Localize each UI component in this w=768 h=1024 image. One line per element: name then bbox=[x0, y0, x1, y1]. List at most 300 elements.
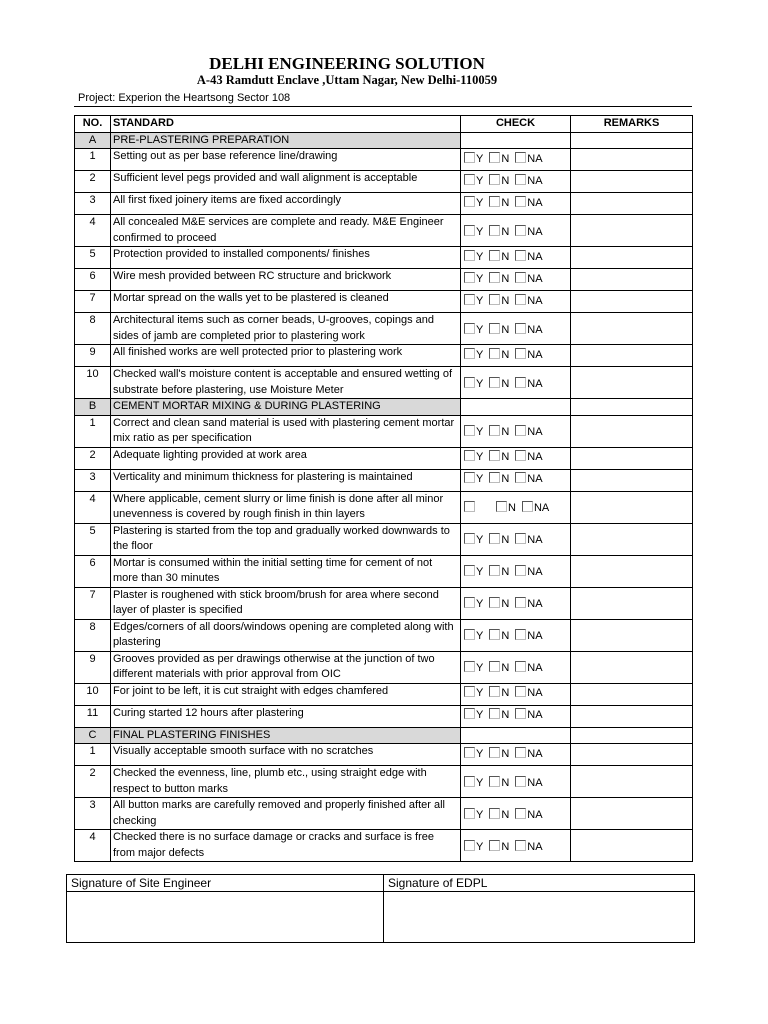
checkbox-na[interactable] bbox=[515, 377, 526, 388]
checkbox-na-option[interactable] bbox=[515, 776, 542, 792]
checkbox-yes[interactable] bbox=[464, 323, 475, 334]
checkbox-no-option[interactable] bbox=[489, 747, 509, 763]
checkbox-na-option[interactable] bbox=[515, 294, 542, 310]
checkbox-no[interactable] bbox=[489, 425, 500, 436]
checkbox-label: Y bbox=[476, 348, 484, 361]
checkbox-yes-option[interactable] bbox=[464, 225, 483, 241]
col-header-no: NO. bbox=[75, 116, 111, 133]
item-remarks-cell[interactable] bbox=[571, 744, 693, 766]
item-remarks-cell[interactable] bbox=[571, 619, 693, 651]
checkbox-na[interactable] bbox=[515, 686, 526, 697]
item-remarks-cell[interactable] bbox=[571, 651, 693, 683]
checkbox-no[interactable] bbox=[489, 174, 500, 185]
checkbox-yes[interactable] bbox=[464, 348, 475, 359]
checkbox-label: N bbox=[501, 196, 510, 209]
checkbox-na[interactable] bbox=[515, 747, 526, 758]
site-engineer-signature-box[interactable] bbox=[67, 892, 384, 943]
item-check-cell bbox=[461, 830, 571, 862]
checkbox-no-option[interactable] bbox=[489, 450, 509, 466]
item-standard: Sufficient level pegs provided and wall alignment is acceptable bbox=[111, 171, 461, 193]
checkbox-no[interactable] bbox=[489, 565, 500, 576]
checkbox-na-option[interactable] bbox=[515, 661, 542, 677]
checkbox-label: Y bbox=[476, 250, 484, 263]
item-standard: Setting out as per base reference line/drawing bbox=[111, 149, 461, 171]
checkbox-na[interactable] bbox=[515, 533, 526, 544]
checkbox-no[interactable] bbox=[489, 323, 500, 334]
checkbox-yes-option[interactable] bbox=[464, 747, 483, 763]
checkbox-label: Y bbox=[476, 630, 484, 643]
item-check-cell bbox=[461, 619, 571, 651]
checkbox-yes[interactable] bbox=[464, 377, 475, 388]
checkbox-na[interactable] bbox=[515, 840, 526, 851]
item-standard: Edges/corners of all doors/windows opening are completed along with plastering bbox=[111, 619, 461, 651]
item-remarks-cell[interactable] bbox=[571, 766, 693, 798]
item-standard: Wire mesh provided between RC structure and brickwork bbox=[111, 269, 461, 291]
checkbox-label: NA bbox=[533, 502, 550, 515]
checkbox-label: NA bbox=[527, 840, 543, 853]
checkbox-yes-option[interactable] bbox=[464, 196, 483, 212]
table-row bbox=[75, 766, 693, 798]
checkbox-label: NA bbox=[527, 323, 543, 336]
item-standard: Checked there is no surface damage or cracks and surface is free from major defects bbox=[111, 830, 461, 862]
checkbox-label: N bbox=[501, 426, 510, 439]
checkbox-label: Y bbox=[476, 174, 484, 187]
checkbox-label: NA bbox=[527, 687, 543, 700]
section-title: FINAL PLASTERING FINISHES bbox=[111, 727, 461, 744]
checkbox-na[interactable] bbox=[515, 776, 526, 787]
checkbox-yes-option[interactable] bbox=[464, 629, 483, 645]
checkbox-label: NA bbox=[527, 473, 543, 486]
checkbox-yes-option[interactable] bbox=[464, 776, 483, 792]
item-remarks-cell[interactable] bbox=[571, 415, 693, 447]
item-number: 8 bbox=[75, 619, 111, 651]
signature-table bbox=[66, 874, 695, 943]
checkbox-na[interactable] bbox=[515, 152, 526, 163]
item-standard: Verticality and minimum thickness for plastering is maintained bbox=[111, 469, 461, 491]
item-remarks-cell[interactable] bbox=[571, 247, 693, 269]
section-row bbox=[75, 399, 693, 416]
checkbox-na-option[interactable] bbox=[515, 686, 542, 702]
checkbox-na-option[interactable] bbox=[522, 501, 549, 517]
checkbox-no-option[interactable] bbox=[489, 152, 509, 168]
checkbox-label: N bbox=[501, 598, 510, 611]
checkbox-yes-option[interactable] bbox=[464, 250, 483, 266]
checkbox-no-option[interactable] bbox=[489, 225, 509, 241]
checkbox-yes-option[interactable] bbox=[464, 323, 483, 339]
checkbox-no-option[interactable] bbox=[489, 686, 509, 702]
checkbox-yes[interactable] bbox=[464, 747, 475, 758]
checkbox-no[interactable] bbox=[489, 597, 500, 608]
item-check-cell bbox=[461, 798, 571, 830]
checkbox-label: N bbox=[501, 534, 510, 547]
checkbox-na-option[interactable] bbox=[515, 250, 542, 266]
checkbox-no[interactable] bbox=[489, 225, 500, 236]
checkbox-no-option[interactable] bbox=[489, 250, 509, 266]
checkbox-na-option[interactable] bbox=[515, 323, 542, 339]
checkbox-no[interactable] bbox=[489, 686, 500, 697]
checkbox-label: NA bbox=[527, 426, 543, 439]
checkbox-label: Y bbox=[476, 662, 484, 675]
checkbox-no-option[interactable] bbox=[489, 174, 509, 190]
item-check-cell bbox=[461, 215, 571, 247]
checkbox-na[interactable] bbox=[515, 174, 526, 185]
checkbox-yes-option[interactable] bbox=[464, 808, 483, 824]
checkbox-na-option[interactable] bbox=[515, 377, 542, 393]
checkbox-label: Y bbox=[476, 776, 484, 789]
item-number: 9 bbox=[75, 345, 111, 367]
table-row bbox=[75, 291, 693, 313]
checkbox-yes[interactable] bbox=[464, 597, 475, 608]
checkbox-yes-option[interactable] bbox=[464, 152, 483, 168]
checkbox-no-option[interactable] bbox=[489, 377, 509, 393]
checkbox-no-option[interactable] bbox=[489, 272, 509, 288]
item-number: 4 bbox=[75, 215, 111, 247]
checkbox-yes-option[interactable] bbox=[464, 472, 483, 488]
col-header-remarks: REMARKS bbox=[571, 116, 693, 133]
item-check-cell bbox=[461, 651, 571, 683]
checkbox-na[interactable] bbox=[515, 629, 526, 640]
checkbox-yes[interactable] bbox=[464, 776, 475, 787]
item-remarks-cell[interactable] bbox=[571, 469, 693, 491]
table-row bbox=[75, 491, 693, 523]
table-row bbox=[75, 367, 693, 399]
checkbox-no-option[interactable] bbox=[489, 348, 509, 364]
checkbox-no[interactable] bbox=[489, 533, 500, 544]
item-number: 7 bbox=[75, 587, 111, 619]
checkbox-yes[interactable] bbox=[464, 152, 475, 163]
checkbox-yes-option[interactable] bbox=[464, 686, 483, 702]
checkbox-na[interactable] bbox=[515, 597, 526, 608]
checkbox-yes[interactable] bbox=[464, 450, 475, 461]
table-row bbox=[75, 447, 693, 469]
checkbox-no-option[interactable] bbox=[489, 533, 509, 549]
checkbox-na-option[interactable] bbox=[515, 196, 542, 212]
item-check-cell bbox=[461, 683, 571, 705]
checkbox-yes-option[interactable] bbox=[464, 294, 483, 310]
checkbox-label: N bbox=[501, 377, 510, 390]
item-standard: Visually acceptable smooth surface with no scratches bbox=[111, 744, 461, 766]
checkbox-label: N bbox=[501, 250, 510, 263]
item-standard: Where applicable, cement slurry or lime finish is done after all minor unevenness is covered by rough finish in thin layers bbox=[111, 491, 461, 523]
checkbox-no[interactable] bbox=[489, 272, 500, 283]
checkbox-yes-option[interactable] bbox=[464, 425, 483, 441]
checkbox-yes-option[interactable] bbox=[464, 450, 483, 466]
checkbox-no-option[interactable] bbox=[489, 597, 509, 613]
edpl-signature-box[interactable] bbox=[384, 892, 695, 943]
checkbox-yes[interactable] bbox=[464, 708, 475, 719]
item-standard: All concealed M&E services are complete and ready. M&E Engineer confirmed to proceed bbox=[111, 215, 461, 247]
item-remarks-cell[interactable] bbox=[571, 683, 693, 705]
item-remarks-cell[interactable] bbox=[571, 171, 693, 193]
checkbox-label: N bbox=[501, 174, 510, 187]
item-standard: Grooves provided as per drawings otherwise at the junction of two different materials with prior approval from OIC bbox=[111, 651, 461, 683]
checkbox-label: N bbox=[501, 630, 510, 643]
item-remarks-cell[interactable] bbox=[571, 523, 693, 555]
checkbox-no[interactable] bbox=[489, 377, 500, 388]
item-remarks-cell[interactable] bbox=[571, 798, 693, 830]
checkbox-no-option[interactable] bbox=[489, 196, 509, 212]
checkbox-yes[interactable] bbox=[464, 501, 475, 512]
item-remarks-cell[interactable] bbox=[571, 830, 693, 862]
item-standard: For joint to be left, it is cut straight with edges chamfered bbox=[111, 683, 461, 705]
checkbox-label: N bbox=[501, 152, 510, 165]
checkbox-yes[interactable] bbox=[464, 425, 475, 436]
checkbox-na[interactable] bbox=[515, 808, 526, 819]
item-remarks-cell[interactable] bbox=[571, 587, 693, 619]
checkbox-no[interactable] bbox=[489, 250, 500, 261]
checkbox-label: N bbox=[501, 294, 510, 307]
company-title: DELHI ENGINEERING SOLUTION bbox=[209, 54, 485, 73]
table-header-row bbox=[75, 116, 693, 133]
item-remarks-cell[interactable] bbox=[571, 291, 693, 313]
checkbox-no[interactable] bbox=[489, 808, 500, 819]
checkbox-na[interactable] bbox=[515, 294, 526, 305]
checkbox-label: Y bbox=[476, 566, 484, 579]
checkbox-yes-option[interactable] bbox=[464, 174, 483, 190]
checkbox-yes[interactable] bbox=[464, 808, 475, 819]
item-remarks-cell[interactable] bbox=[571, 447, 693, 469]
checkbox-na-option[interactable] bbox=[515, 348, 542, 364]
checkbox-label: Y bbox=[476, 840, 484, 853]
item-number: 1 bbox=[75, 415, 111, 447]
checkbox-label: NA bbox=[527, 776, 543, 789]
checkbox-yes[interactable] bbox=[464, 565, 475, 576]
item-standard: All finished works are well protected prior to plastering work bbox=[111, 345, 461, 367]
item-number: 10 bbox=[75, 367, 111, 399]
item-remarks-cell[interactable] bbox=[571, 149, 693, 171]
item-standard: Curing started 12 hours after plastering bbox=[111, 705, 461, 727]
section-row bbox=[75, 727, 693, 744]
checkbox-yes[interactable] bbox=[464, 686, 475, 697]
item-check-cell bbox=[461, 766, 571, 798]
checkbox-no[interactable] bbox=[496, 501, 507, 512]
item-number: 2 bbox=[75, 171, 111, 193]
checkbox-no-option[interactable] bbox=[489, 708, 509, 724]
checkbox-label: Y bbox=[476, 294, 484, 307]
checkbox-yes[interactable] bbox=[464, 533, 475, 544]
checkbox-no-option[interactable] bbox=[489, 294, 509, 310]
checkbox-no[interactable] bbox=[489, 152, 500, 163]
checkbox-na-option[interactable] bbox=[515, 152, 542, 168]
item-remarks-cell[interactable] bbox=[571, 367, 693, 399]
checkbox-no-option[interactable] bbox=[489, 629, 509, 645]
checkbox-no[interactable] bbox=[489, 776, 500, 787]
checkbox-na-option[interactable] bbox=[515, 272, 542, 288]
item-remarks-cell[interactable] bbox=[571, 555, 693, 587]
checkbox-label: N bbox=[501, 473, 510, 486]
checkbox-na[interactable] bbox=[515, 661, 526, 672]
col-header-standard: STANDARD bbox=[111, 116, 461, 133]
checkbox-label: NA bbox=[527, 534, 543, 547]
table-row bbox=[75, 651, 693, 683]
checkbox-yes[interactable] bbox=[464, 250, 475, 261]
checkbox-no-option[interactable] bbox=[489, 425, 509, 441]
checkbox-no[interactable] bbox=[489, 629, 500, 640]
item-standard: Mortar is consumed within the initial setting time for cement of not more than 30 minutes bbox=[111, 555, 461, 587]
checkbox-na-option[interactable] bbox=[515, 597, 542, 613]
checkbox-no[interactable] bbox=[489, 472, 500, 483]
checkbox-label: NA bbox=[527, 566, 543, 579]
checkbox-no[interactable] bbox=[489, 840, 500, 851]
checkbox-yes[interactable] bbox=[464, 629, 475, 640]
checkbox-na-option[interactable] bbox=[515, 840, 542, 856]
checkbox-label: NA bbox=[527, 250, 543, 263]
checkbox-no-option[interactable] bbox=[489, 565, 509, 581]
checkbox-label: Y bbox=[476, 152, 484, 165]
item-number: 6 bbox=[75, 555, 111, 587]
section-row bbox=[75, 132, 693, 149]
checkbox-na-option[interactable] bbox=[515, 533, 542, 549]
checkbox-na-option[interactable] bbox=[515, 472, 542, 488]
checkbox-no-option[interactable] bbox=[489, 776, 509, 792]
checkbox-yes[interactable] bbox=[464, 174, 475, 185]
checkbox-no-option[interactable] bbox=[489, 840, 509, 856]
checkbox-yes[interactable] bbox=[464, 294, 475, 305]
table-row bbox=[75, 415, 693, 447]
checkbox-no[interactable] bbox=[489, 294, 500, 305]
item-standard: Adequate lighting provided at work area bbox=[111, 447, 461, 469]
checkbox-label: N bbox=[501, 566, 510, 579]
item-remarks-cell[interactable] bbox=[571, 193, 693, 215]
checkbox-yes-option[interactable] bbox=[464, 533, 483, 549]
section-check-cell bbox=[461, 727, 571, 744]
checkbox-no[interactable] bbox=[489, 348, 500, 359]
checkbox-no[interactable] bbox=[489, 708, 500, 719]
checkbox-no[interactable] bbox=[489, 747, 500, 758]
checkbox-label: N bbox=[501, 348, 510, 361]
checkbox-label: NA bbox=[527, 377, 543, 390]
checkbox-no-option[interactable] bbox=[489, 661, 509, 677]
checkbox-yes-option[interactable] bbox=[464, 377, 483, 393]
checkbox-no-option[interactable] bbox=[489, 472, 509, 488]
checkbox-na[interactable] bbox=[515, 323, 526, 334]
item-number: 10 bbox=[75, 683, 111, 705]
checkbox-yes[interactable] bbox=[464, 272, 475, 283]
checkbox-na-option[interactable] bbox=[515, 629, 542, 645]
item-standard: Protection provided to installed components/ finishes bbox=[111, 247, 461, 269]
checkbox-na[interactable] bbox=[515, 425, 526, 436]
checkbox-na[interactable] bbox=[515, 250, 526, 261]
table-row bbox=[75, 744, 693, 766]
checkbox-yes[interactable] bbox=[464, 196, 475, 207]
checkbox-na[interactable] bbox=[515, 450, 526, 461]
item-check-cell bbox=[461, 345, 571, 367]
checkbox-na[interactable] bbox=[515, 196, 526, 207]
item-remarks-cell[interactable] bbox=[571, 215, 693, 247]
section-remarks-cell bbox=[571, 132, 693, 149]
item-remarks-cell[interactable] bbox=[571, 705, 693, 727]
item-check-cell bbox=[461, 247, 571, 269]
checkbox-na[interactable] bbox=[515, 472, 526, 483]
item-check-cell bbox=[461, 469, 571, 491]
checkbox-yes[interactable] bbox=[464, 840, 475, 851]
checkbox-label: N bbox=[501, 272, 510, 285]
item-remarks-cell[interactable] bbox=[571, 269, 693, 291]
checkbox-na[interactable] bbox=[515, 272, 526, 283]
checkbox-no-option[interactable] bbox=[489, 808, 509, 824]
checkbox-no[interactable] bbox=[489, 661, 500, 672]
checkbox-no[interactable] bbox=[489, 196, 500, 207]
checkbox-label: NA bbox=[527, 294, 543, 307]
checkbox-na-option[interactable] bbox=[515, 174, 542, 190]
section-check-cell bbox=[461, 132, 571, 149]
checkbox-yes-option[interactable] bbox=[464, 840, 483, 856]
checkbox-label: N bbox=[501, 323, 510, 336]
checkbox-na-option[interactable] bbox=[515, 708, 542, 724]
checkbox-yes-option[interactable] bbox=[464, 501, 476, 517]
checkbox-label: NA bbox=[527, 451, 543, 464]
checkbox-label: Y bbox=[476, 272, 484, 285]
checkbox-label: Y bbox=[476, 377, 484, 390]
checkbox-label: NA bbox=[527, 630, 543, 643]
item-number: 6 bbox=[75, 269, 111, 291]
checkbox-label: Y bbox=[476, 225, 484, 238]
table-row bbox=[75, 269, 693, 291]
checkbox-label: NA bbox=[527, 808, 543, 821]
company-address: A-43 Ramdutt Enclave ,Uttam Nagar, New Delhi-110059 bbox=[196, 73, 498, 87]
table-row bbox=[75, 247, 693, 269]
item-number: 5 bbox=[75, 247, 111, 269]
item-check-cell bbox=[461, 149, 571, 171]
checkbox-na-option[interactable] bbox=[515, 425, 542, 441]
checkbox-yes-option[interactable] bbox=[464, 597, 483, 613]
checkbox-na-option[interactable] bbox=[515, 565, 542, 581]
checkbox-yes-option[interactable] bbox=[464, 348, 483, 364]
checkbox-no-option[interactable] bbox=[489, 323, 509, 339]
item-check-cell bbox=[461, 705, 571, 727]
checkbox-yes-option[interactable] bbox=[464, 708, 483, 724]
checkbox-na[interactable] bbox=[515, 348, 526, 359]
checkbox-na[interactable] bbox=[515, 708, 526, 719]
checkbox-yes[interactable] bbox=[464, 472, 475, 483]
checkbox-label: N bbox=[508, 502, 516, 515]
checkbox-label: NA bbox=[527, 272, 543, 285]
table-row bbox=[75, 469, 693, 491]
item-remarks-cell[interactable] bbox=[571, 491, 693, 523]
checkbox-no-option[interactable] bbox=[496, 501, 516, 517]
checkbox-na[interactable] bbox=[515, 565, 526, 576]
item-number: 5 bbox=[75, 523, 111, 555]
checkbox-na-option[interactable] bbox=[515, 450, 542, 466]
checkbox-na[interactable] bbox=[522, 501, 533, 512]
item-check-cell bbox=[461, 523, 571, 555]
checkbox-no[interactable] bbox=[489, 450, 500, 461]
checkbox-yes-option[interactable] bbox=[464, 272, 483, 288]
item-check-cell bbox=[461, 291, 571, 313]
section-remarks-cell bbox=[571, 727, 693, 744]
checkbox-na[interactable] bbox=[515, 225, 526, 236]
table-row bbox=[75, 313, 693, 345]
item-remarks-cell[interactable] bbox=[571, 313, 693, 345]
checkbox-yes[interactable] bbox=[464, 225, 475, 236]
checkbox-na-option[interactable] bbox=[515, 225, 542, 241]
item-number: 1 bbox=[75, 149, 111, 171]
item-number: 4 bbox=[75, 491, 111, 523]
checkbox-label: NA bbox=[527, 662, 543, 675]
item-remarks-cell[interactable] bbox=[571, 345, 693, 367]
checkbox-na-option[interactable] bbox=[515, 747, 542, 763]
checkbox-yes-option[interactable] bbox=[464, 661, 483, 677]
item-number: 2 bbox=[75, 766, 111, 798]
checkbox-label: N bbox=[501, 225, 510, 238]
checkbox-yes-option[interactable] bbox=[464, 565, 483, 581]
checkbox-na-option[interactable] bbox=[515, 808, 542, 824]
item-check-cell bbox=[461, 193, 571, 215]
table-row bbox=[75, 215, 693, 247]
checkbox-label: N bbox=[501, 808, 510, 821]
checkbox-yes[interactable] bbox=[464, 661, 475, 672]
checkbox-label: NA bbox=[527, 152, 543, 165]
